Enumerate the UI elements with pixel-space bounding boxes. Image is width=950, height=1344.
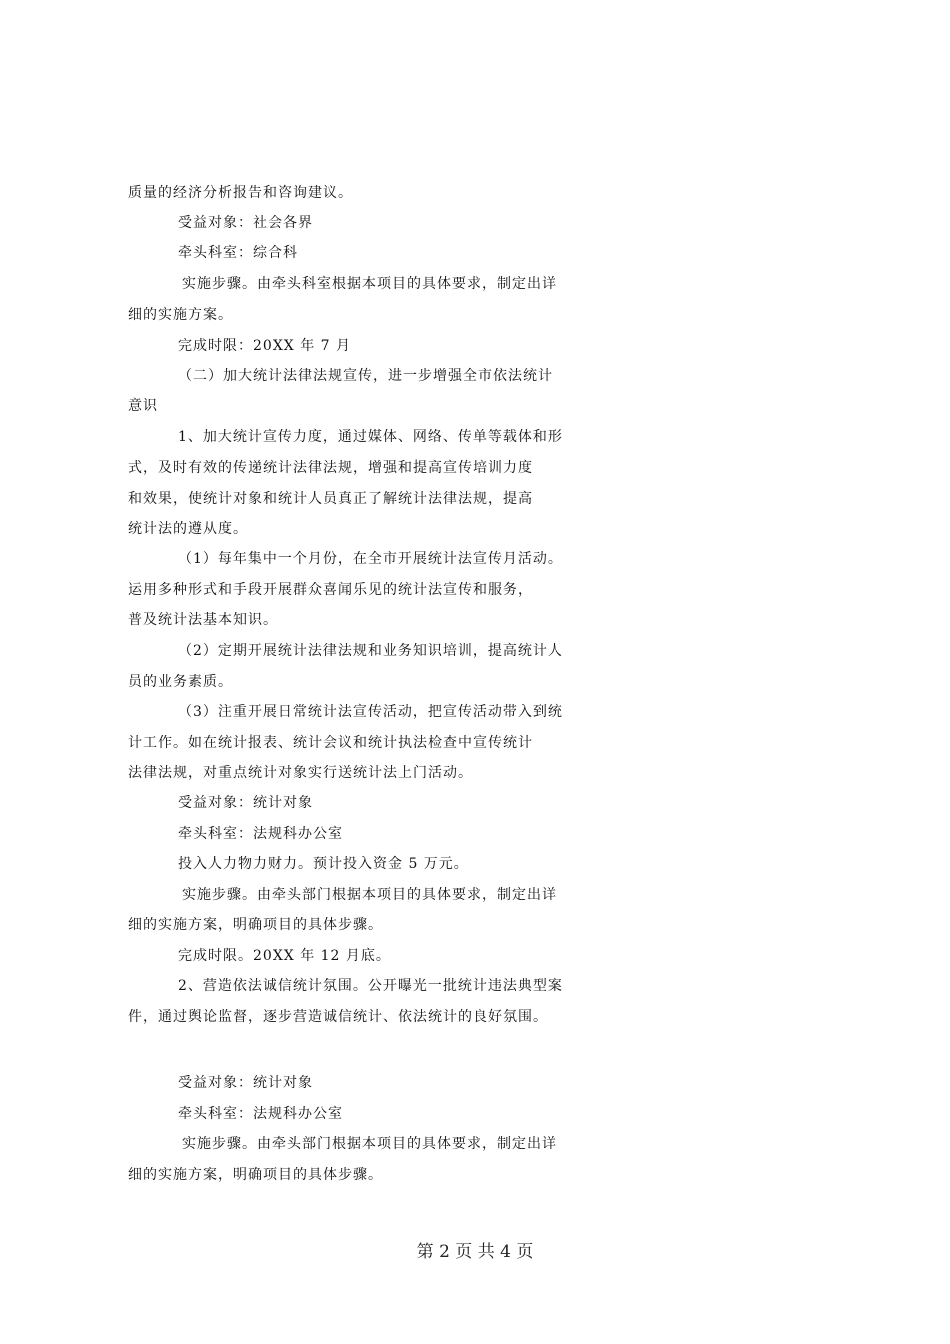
paragraph-line: 完成时限：20XX 年 7 月	[178, 338, 352, 354]
paragraph-line: 实施步骤。由牵头科室根据本项目的具体要求，制定出详	[182, 276, 557, 292]
paragraph-line: 法律法规，对重点统计对象实行送统计法上门活动。	[128, 765, 473, 781]
paragraph-line: 普及统计法基本知识。	[128, 612, 278, 628]
paragraph-line: 2、营造依法诚信统计氛围。公开曝光一批统计违法典型案	[178, 978, 563, 994]
paragraph-line: 牵头科室：法规科办公室	[178, 826, 343, 842]
paragraph-line: 细的实施方案，明确项目的具体步骤。	[128, 917, 383, 933]
paragraph-line: 统计法的遵从度。	[128, 521, 248, 537]
paragraph-line: 细的实施方案，明确项目的具体步骤。	[128, 1167, 383, 1183]
paragraph-line: 完成时限。20XX 年 12 月底。	[178, 948, 391, 964]
paragraph-line: 实施步骤。由牵头部门根据本项目的具体要求，制定出详	[182, 1136, 557, 1152]
paragraph-line: 受益对象：统计对象	[178, 1075, 313, 1091]
paragraph-line: 计工作。如在统计报表、统计会议和统计执法检查中宣传统计	[128, 735, 533, 751]
paragraph-line: 投入人力物力财力。预计投入资金 5 万元。	[178, 856, 469, 872]
paragraph-line: 实施步骤。由牵头部门根据本项目的具体要求，制定出详	[182, 887, 557, 903]
section-heading: （二）加大统计法律法规宣传，进一步增强全市依法统计	[178, 368, 553, 384]
paragraph-line: 受益对象：统计对象	[178, 795, 313, 811]
page-footer: 第 2 页 共 4 页	[416, 1242, 534, 1262]
paragraph-line: （1）每年集中一个月份，在全市开展统计法宣传月活动。	[178, 551, 563, 567]
paragraph-line: 受益对象：社会各界	[178, 215, 313, 231]
paragraph-line: 运用多种形式和手段开展群众喜闻乐见的统计法宣传和服务，	[128, 582, 533, 598]
paragraph-line: 细的实施方案。	[128, 307, 233, 323]
paragraph-line: （3）注重开展日常统计法宣传活动，把宣传活动带入到统	[178, 704, 563, 720]
paragraph-line: 件，通过舆论监督，逐步营造诚信统计、依法统计的良好氛围。	[128, 1009, 548, 1025]
section-heading: 意识	[128, 398, 158, 414]
paragraph-line: 1、加大统计宣传力度，通过媒体、网络、传单等载体和形	[178, 429, 563, 445]
paragraph-line: （2）定期开展统计法律法规和业务知识培训，提高统计人	[178, 643, 563, 659]
paragraph-line: 员的业务素质。	[128, 674, 233, 690]
paragraph-line: 牵头科室：综合科	[178, 245, 298, 261]
paragraph-line: 和效果，使统计对象和统计人员真正了解统计法律法规，提高	[128, 491, 533, 507]
paragraph-line: 质量的经济分析报告和咨询建议。	[128, 185, 353, 201]
paragraph-line: 牵头科室：法规科办公室	[178, 1106, 343, 1122]
paragraph-line: 式，及时有效的传递统计法律法规，增强和提高宣传培训力度	[128, 460, 533, 476]
